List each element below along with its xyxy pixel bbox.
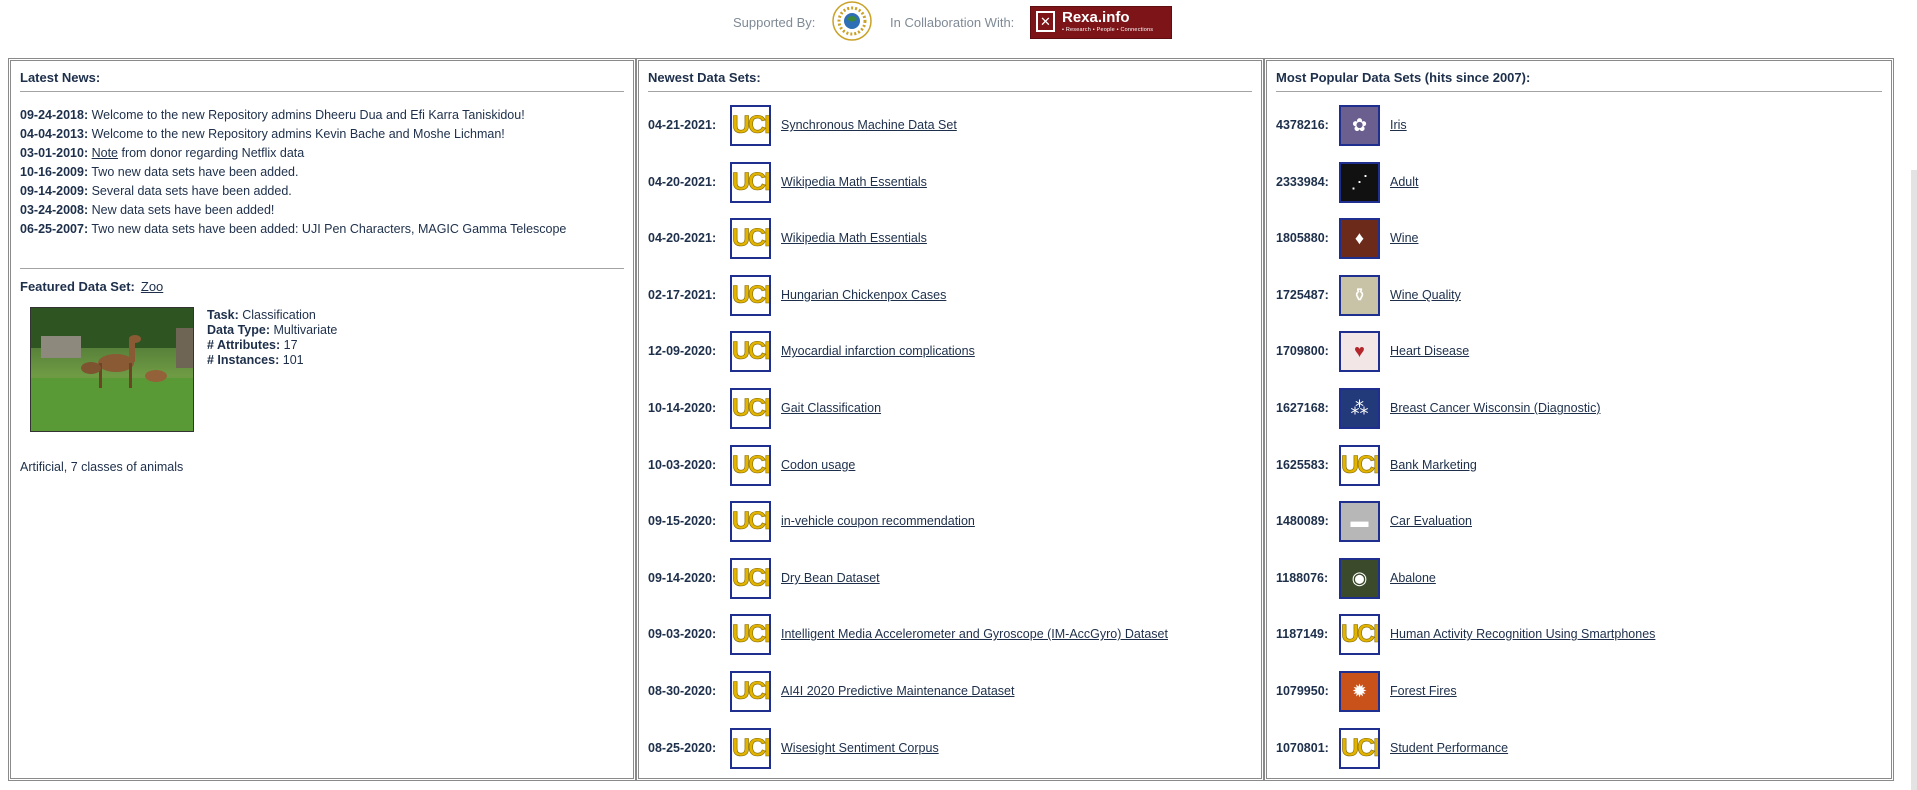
newest-dataset-row — [648, 728, 1248, 772]
dataset-hits: 1070801: — [1276, 741, 1329, 755]
dataset-link[interactable]: Bank Marketing — [1390, 458, 1477, 472]
popular-dataset-row — [1276, 728, 1876, 772]
news-text: Welcome to the new Repository admins Dheeru Dua and Efi Karra Taniskidou! — [91, 108, 525, 122]
uci-logo-icon[interactable]: UCI — [730, 388, 771, 429]
dataset-date: 04-21-2021: — [648, 118, 717, 132]
wine-bottles-icon[interactable]: ⚱ — [1339, 275, 1380, 316]
dataset-date: 08-30-2020: — [648, 684, 717, 698]
news-item — [20, 144, 630, 163]
data-type-value: Multivariate — [273, 323, 338, 337]
dataset-link[interactable]: Gait Classification — [781, 401, 882, 415]
task-label: Task: — [207, 308, 239, 322]
uci-logo-icon[interactable]: UCI — [1339, 445, 1380, 486]
newest-dataset-row — [648, 105, 1248, 149]
dataset-link[interactable]: Wisesight Sentiment Corpus — [781, 741, 939, 755]
news-item — [20, 163, 630, 182]
dataset-link[interactable]: Wine Quality — [1390, 288, 1461, 302]
dataset-link[interactable]: Adult — [1390, 175, 1419, 189]
news-text: from donor regarding Netflix data — [118, 146, 305, 160]
dataset-link[interactable]: Breast Cancer Wisconsin (Diagnostic) — [1390, 401, 1601, 415]
uci-logo-icon[interactable]: UCI — [730, 728, 771, 769]
scrollbar[interactable] — [1911, 170, 1917, 790]
news-panel — [8, 58, 636, 781]
newest-dataset-row — [648, 614, 1248, 658]
uci-logo-icon[interactable]: UCI — [730, 218, 771, 259]
news-date: 09-14-2009: — [20, 184, 89, 198]
news-date: 09-24-2018: — [20, 108, 89, 122]
news-link[interactable]: Note — [91, 146, 118, 160]
news-date: 04-04-2013: — [20, 127, 89, 141]
task-value: Classification — [242, 308, 316, 322]
dataset-date: 04-20-2021: — [648, 175, 717, 189]
car-icon[interactable]: ▬ — [1339, 501, 1380, 542]
dataset-hits: 1480089: — [1276, 514, 1329, 528]
uci-logo-icon[interactable]: UCI — [730, 105, 771, 146]
newest-dataset-row — [648, 275, 1248, 319]
dataset-date: 04-20-2021: — [648, 231, 717, 245]
newest-datasets-panel — [636, 58, 1264, 781]
popular-datasets-panel — [1264, 58, 1894, 781]
dataset-link[interactable]: Myocardial infarction complications — [781, 344, 975, 358]
dataset-link[interactable]: Hungarian Chickenpox Cases — [781, 288, 947, 302]
divider — [20, 268, 624, 269]
uci-logo-icon[interactable]: UCI — [730, 445, 771, 486]
newest-datasets-title: Newest Data Sets: — [648, 70, 1252, 92]
uci-logo-icon[interactable]: UCI — [730, 331, 771, 372]
news-item — [20, 220, 630, 239]
featured-label: Featured Data Set: — [20, 279, 135, 294]
cells-icon[interactable]: ⁂ — [1339, 388, 1380, 429]
popular-dataset-row — [1276, 388, 1876, 432]
dataset-link[interactable]: Wikipedia Math Essentials — [781, 231, 927, 245]
dataset-date: 08-25-2020: — [648, 741, 717, 755]
sponsor-bar — [0, 0, 1917, 58]
heart-icon[interactable]: ♥ — [1339, 331, 1380, 372]
dataset-link[interactable]: Codon usage — [781, 458, 856, 472]
newest-dataset-row — [648, 445, 1248, 489]
news-text: New data sets have been added! — [91, 203, 275, 217]
popular-dataset-row — [1276, 671, 1876, 715]
news-list — [20, 106, 630, 239]
dataset-link[interactable]: Intelligent Media Accelerometer and Gyroscope (IM-AccGyro) Dataset — [781, 627, 1168, 641]
news-date: 03-24-2008: — [20, 203, 89, 217]
zoo-deer-image[interactable] — [30, 307, 194, 432]
collaboration-label: In Collaboration With: — [890, 15, 1015, 30]
news-text: Welcome to the new Repository admins Kevin Bache and Moshe Lichman! — [91, 127, 505, 141]
dataset-hits: 2333984: — [1276, 175, 1329, 189]
latest-news-title: Latest News: — [20, 70, 624, 92]
dataset-hits: 4378216: — [1276, 118, 1329, 132]
uci-logo-icon[interactable]: UCI — [730, 275, 771, 316]
newest-dataset-row — [648, 388, 1248, 432]
dataset-date: 10-03-2020: — [648, 458, 717, 472]
wine-glass-icon[interactable]: ♦ — [1339, 218, 1380, 259]
uci-logo-icon[interactable]: UCI — [730, 671, 771, 712]
nsf-logo-icon[interactable] — [826, 0, 878, 46]
dataset-date: 02-17-2021: — [648, 288, 717, 302]
dataset-link[interactable]: Wine — [1390, 231, 1419, 245]
featured-dataset-link[interactable]: Zoo — [140, 279, 164, 294]
dataset-link[interactable]: AI4I 2020 Predictive Maintenance Dataset — [781, 684, 1015, 698]
us-map-icon[interactable]: ⋰ — [1339, 162, 1380, 203]
dataset-hits: 1079950: — [1276, 684, 1329, 698]
fire-icon[interactable]: ✹ — [1339, 671, 1380, 712]
rexa-tagline: • Research • People • Connections — [1062, 27, 1154, 33]
dataset-date: 12-09-2020: — [648, 344, 717, 358]
attributes-value: 17 — [283, 338, 298, 352]
dataset-hits: 1187149: — [1276, 627, 1329, 641]
dataset-hits: 1709800: — [1276, 344, 1329, 358]
dataset-date: 10-14-2020: — [648, 401, 717, 415]
dataset-date: 09-14-2020: — [648, 571, 717, 585]
news-item — [20, 125, 630, 144]
news-text: Two new data sets have been added: UJI Pen Characters, MAGIC Gamma Telescope — [91, 222, 567, 236]
rexa-name: Rexa.info — [1062, 9, 1130, 26]
popular-dataset-row — [1276, 162, 1876, 206]
dataset-link[interactable]: Iris — [1390, 118, 1407, 132]
news-item — [20, 201, 630, 220]
popular-dataset-row — [1276, 501, 1876, 545]
dataset-hits: 1627168: — [1276, 401, 1329, 415]
dataset-link[interactable]: Abalone — [1390, 571, 1436, 585]
uci-logo-icon[interactable]: UCI — [730, 614, 771, 655]
news-item — [20, 106, 630, 125]
dataset-hits: 1625583: — [1276, 458, 1329, 472]
news-item — [20, 182, 630, 201]
rexa-network-icon: ✕ — [1036, 11, 1055, 32]
popular-dataset-row — [1276, 105, 1876, 149]
dataset-link[interactable]: Synchronous Machine Data Set — [781, 118, 957, 132]
data-type-label: Data Type: — [207, 323, 270, 337]
uci-logo-icon[interactable]: UCI — [730, 558, 771, 599]
featured-description: Artificial, 7 classes of animals — [20, 460, 184, 474]
popular-dataset-row — [1276, 614, 1876, 658]
instances-value: 101 — [282, 353, 304, 367]
dataset-date: 09-03-2020: — [648, 627, 717, 641]
newest-dataset-row — [648, 671, 1248, 715]
news-date: 06-25-2007: — [20, 222, 89, 236]
dataset-link[interactable]: Forest Fires — [1390, 684, 1457, 698]
dataset-link[interactable]: Heart Disease — [1390, 344, 1470, 358]
iris-flower-icon[interactable]: ✿ — [1339, 105, 1380, 146]
dataset-link[interactable]: Student Performance — [1390, 741, 1509, 755]
dataset-hits: 1805880: — [1276, 231, 1329, 245]
popular-datasets-title: Most Popular Data Sets (hits since 2007): — [1276, 70, 1882, 92]
supported-by-label: Supported By: — [733, 15, 816, 30]
popular-dataset-row — [1276, 218, 1876, 262]
popular-dataset-row — [1276, 558, 1876, 602]
dataset-date: 09-15-2020: — [648, 514, 717, 528]
rexa-logo[interactable] — [1030, 6, 1172, 39]
uci-logo-icon[interactable]: UCI — [1339, 728, 1380, 769]
newest-dataset-row — [648, 218, 1248, 262]
uci-logo-icon[interactable]: UCI — [730, 162, 771, 203]
dataset-link[interactable]: Human Activity Recognition Using Smartphones — [1390, 627, 1656, 641]
dataset-link[interactable]: Wikipedia Math Essentials — [781, 175, 927, 189]
popular-dataset-row — [1276, 275, 1876, 319]
abalone-shell-icon[interactable]: ◉ — [1339, 558, 1380, 599]
news-text: Several data sets have been added. — [91, 184, 292, 198]
news-date: 10-16-2009: — [20, 165, 89, 179]
newest-dataset-row — [648, 558, 1248, 602]
featured-details — [207, 308, 337, 368]
dataset-link[interactable]: Car Evaluation — [1390, 514, 1472, 528]
dataset-link[interactable]: Dry Bean Dataset — [781, 571, 880, 585]
popular-dataset-row — [1276, 445, 1876, 489]
dataset-link[interactable]: in-vehicle coupon recommendation — [781, 514, 975, 528]
news-date: 03-01-2010: — [20, 146, 89, 160]
attributes-label: # Attributes: — [207, 338, 281, 352]
news-text: Two new data sets have been added. — [91, 165, 299, 179]
uci-logo-icon[interactable]: UCI — [1339, 614, 1380, 655]
newest-dataset-row — [648, 331, 1248, 375]
instances-label: # Instances: — [207, 353, 280, 367]
dataset-hits: 1725487: — [1276, 288, 1329, 302]
newest-dataset-row — [648, 162, 1248, 206]
uci-logo-icon[interactable]: UCI — [730, 501, 771, 542]
featured-heading — [20, 279, 163, 294]
dataset-hits: 1188076: — [1276, 571, 1329, 585]
popular-dataset-row — [1276, 331, 1876, 375]
newest-dataset-row — [648, 501, 1248, 545]
